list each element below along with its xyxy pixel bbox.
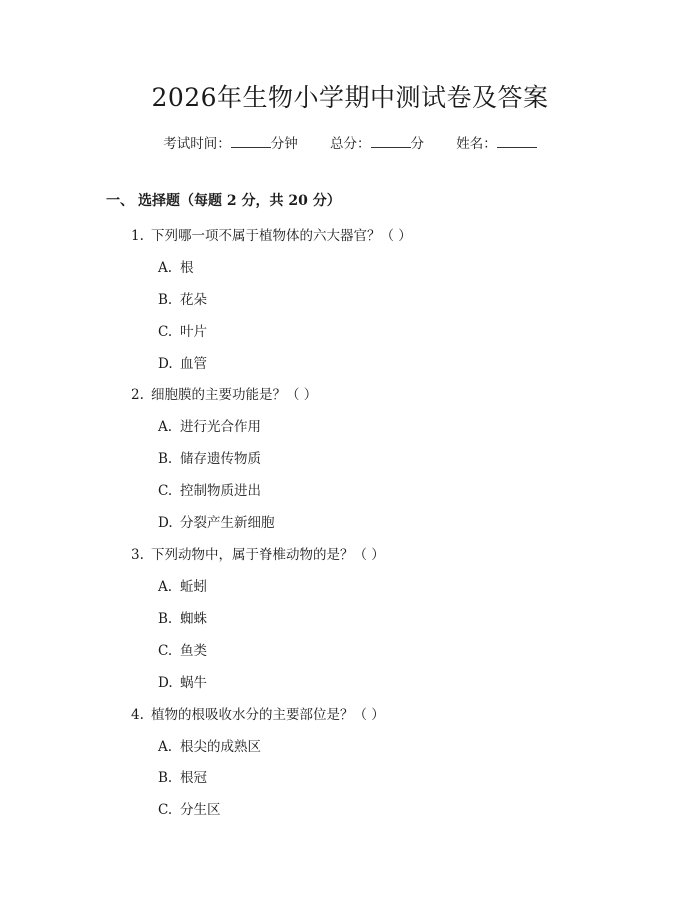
exam-time-label: 考试时间： xyxy=(163,136,231,152)
question-number: 2. xyxy=(131,387,144,403)
total-score-blank xyxy=(371,135,411,148)
option-text: 花朵 xyxy=(180,292,207,308)
option-letter: B. xyxy=(158,451,173,467)
question-number: 3. xyxy=(131,547,144,563)
student-name-label: 姓名： xyxy=(456,136,497,152)
option-3c xyxy=(158,639,207,659)
option-letter: C. xyxy=(158,643,173,659)
option-4c xyxy=(158,798,221,818)
option-text: 根尖的成熟区 xyxy=(180,739,261,755)
option-letter: A. xyxy=(158,260,173,276)
option-letter: D. xyxy=(158,515,173,531)
option-letter: A. xyxy=(158,579,173,595)
total-score-unit: 分 xyxy=(410,136,424,152)
option-text: 根 xyxy=(180,260,194,276)
question-number: 4. xyxy=(131,707,144,723)
option-text: 分裂产生新细胞 xyxy=(180,515,275,531)
option-1c xyxy=(158,320,207,340)
student-name-field xyxy=(456,132,537,152)
option-letter: B. xyxy=(158,292,173,308)
option-3a xyxy=(158,575,207,595)
question-2 xyxy=(131,383,317,403)
question-4 xyxy=(131,703,385,723)
option-letter: D. xyxy=(158,675,173,691)
option-letter: C. xyxy=(158,802,173,818)
option-letter: B. xyxy=(158,611,173,627)
student-name-blank xyxy=(497,135,537,148)
option-2a xyxy=(158,415,261,435)
option-text: 控制物质进出 xyxy=(180,483,261,499)
exam-info-line xyxy=(0,132,700,152)
section-heading xyxy=(106,190,341,210)
question-text: 下列哪一项不属于植物体的六大器官？（ ） xyxy=(151,228,412,244)
option-text: 储存遗传物质 xyxy=(180,451,261,467)
option-2d xyxy=(158,511,275,531)
option-3b xyxy=(158,607,207,627)
question-text: 细胞膜的主要功能是？（ ） xyxy=(151,387,318,403)
option-1d xyxy=(158,352,207,372)
section-number: 一、 xyxy=(106,193,134,209)
option-text: 分生区 xyxy=(180,802,221,818)
option-4b xyxy=(158,766,207,786)
option-letter: A. xyxy=(158,419,173,435)
exam-time-field xyxy=(163,132,298,152)
option-text: 根冠 xyxy=(180,770,207,786)
option-letter: B. xyxy=(158,770,173,786)
total-score-label: 总分： xyxy=(330,136,371,152)
option-text: 血管 xyxy=(180,356,207,372)
option-1a xyxy=(158,256,194,276)
option-text: 蚯蚓 xyxy=(180,579,207,595)
option-letter: D. xyxy=(158,356,173,372)
option-letter: C. xyxy=(158,324,173,340)
option-text: 鱼类 xyxy=(180,643,207,659)
total-score-field xyxy=(330,132,424,152)
option-text: 蜘蛛 xyxy=(180,611,207,627)
option-1b xyxy=(158,288,207,308)
option-text: 进行光合作用 xyxy=(180,419,261,435)
option-letter: C. xyxy=(158,483,173,499)
option-2b xyxy=(158,447,261,467)
option-letter: A. xyxy=(158,739,173,755)
option-text: 叶片 xyxy=(180,324,207,340)
question-text: 下列动物中，属于脊椎动物的是？（ ） xyxy=(151,547,385,563)
option-text: 蜗牛 xyxy=(180,675,207,691)
option-3d xyxy=(158,671,207,691)
question-text: 植物的根吸收水分的主要部位是？（ ） xyxy=(151,707,385,723)
exam-time-unit: 分钟 xyxy=(270,136,298,152)
option-2c xyxy=(158,479,261,499)
question-number: 1. xyxy=(131,228,144,244)
question-3 xyxy=(131,543,385,563)
question-1 xyxy=(131,224,412,244)
exam-time-blank xyxy=(231,135,271,148)
section-title: 选择题（每题 2 分，共 20 分） xyxy=(138,193,341,209)
option-4a xyxy=(158,735,261,755)
page-title: 2026年生物小学期中测试卷及答案 xyxy=(151,83,549,112)
